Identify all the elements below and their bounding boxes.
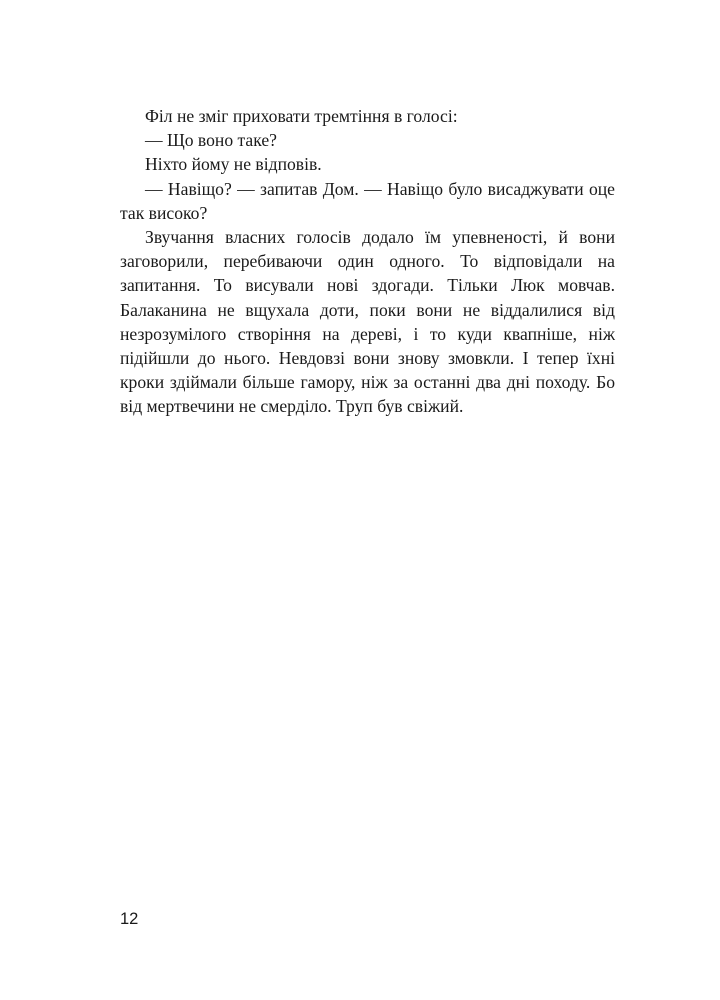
paragraph-3: Ніхто йому не відповів. <box>145 154 322 175</box>
paragraph-4: — Навіщо? — запитав Дом. — Навіщо було висаджувати оце так високо? <box>120 178 615 223</box>
paragraph-5: Звучання власних голосів додало їм упевненості, й вони заговорили, перебиваючи один одного. То відповідали на запитання. То висували нові здогади. Тільки Люк мовчав. Балаканина не вщухала доти, поки вони не віддалилися від незрозумілого створіння на дереві, і то куди квапніше, ніж підійшли до нього. Невдовзі вони знову змовкли. І тепер їхні кроки здіймали більше гамору, ніж за останні два дні походу. Бо від мертвечини не смерділо. Труп був свіжий. <box>120 227 615 417</box>
page-number: 12 <box>120 910 139 928</box>
paragraph-2: — Що воно таке? <box>145 130 277 151</box>
paragraph-1: Філ не зміг приховати тремтіння в голосі: <box>145 106 458 126</box>
body-text <box>120 104 615 419</box>
